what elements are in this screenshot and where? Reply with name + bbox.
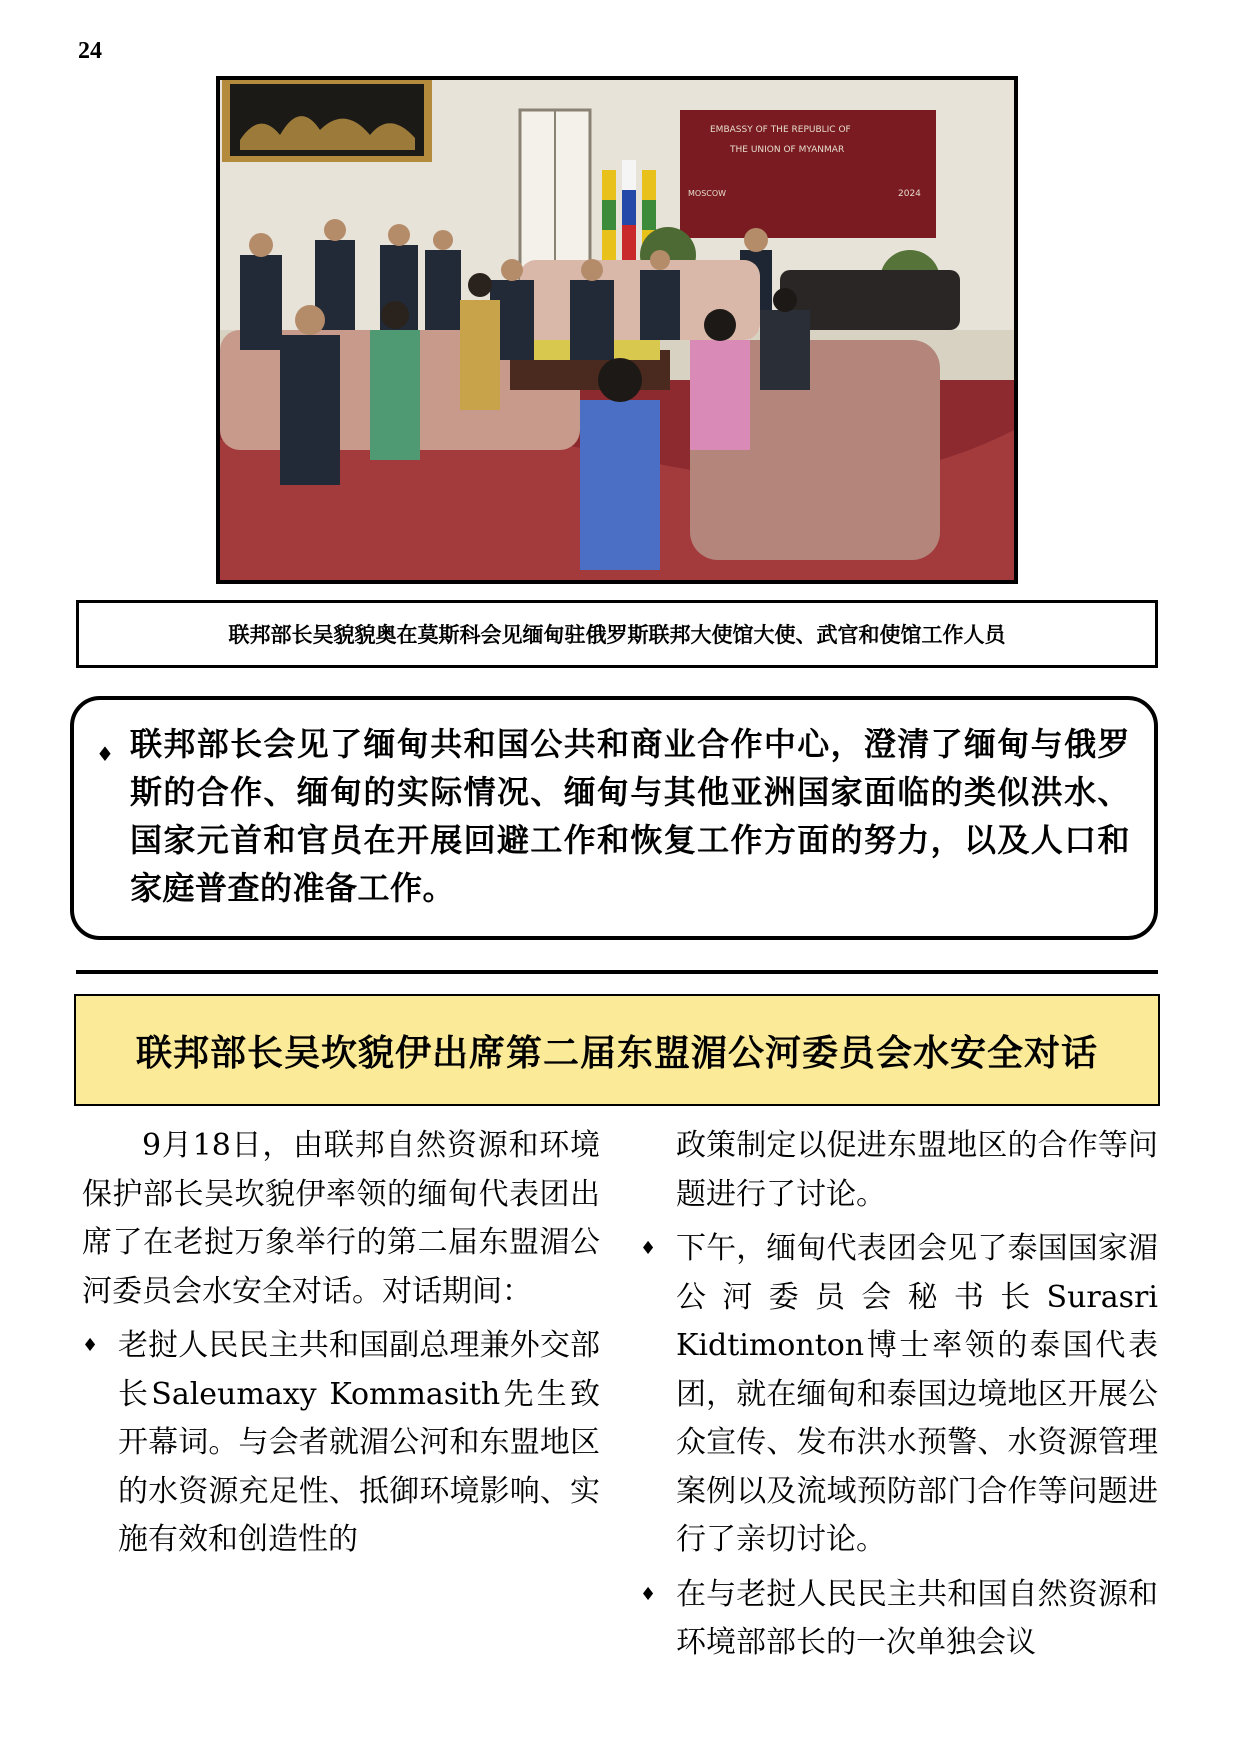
seated-person: [370, 330, 420, 460]
section-divider: [76, 970, 1158, 974]
article-bullet-1-text: 老挝人民民主共和国副总理兼外交部长Saleumaxy Kommasith先生致开幕词。与会者就湄公河和东盟地区的水资源充足性、抵御环境影响、实施有效和创造性的: [118, 1328, 600, 1557]
article-bullet-1-continued: 政策制定以促进东盟地区的合作等问题进行了讨论。: [676, 1128, 1158, 1212]
article-column-right: [640, 1122, 1158, 1668]
seated-person: [280, 335, 340, 485]
article-column-left: [82, 1122, 600, 1565]
sign-line-2: THE UNION OF MYANMAR: [730, 145, 845, 155]
meeting-photo-illustration: [220, 80, 1014, 580]
diamond-bullet-icon: ♦: [640, 1238, 657, 1259]
article-bullet-2-text: 下午，缅甸代表团会见了泰国国家湄公河委员会秘书长Surasri Kidtimonton博士率领的泰国代表团，就在缅甸和泰国边境地区开展公众宣传、发布洪水预警、水资源管理案例以及流域预防部门合作等问题进行了亲切讨论。: [676, 1231, 1158, 1557]
seated-person: [460, 300, 500, 410]
sign-year: 2024: [898, 189, 921, 199]
diamond-bullet-icon: ♦: [96, 742, 114, 766]
seated-person: [570, 280, 614, 360]
article-bullet-3-text: 在与老挝人民民主共和国自然资源和环境部部长的一次单独会议: [676, 1576, 1158, 1660]
summary-box: [70, 696, 1158, 940]
summary-text: 联邦部长会见了缅甸共和国公共和商业合作中心，澄清了缅甸与俄罗斯的合作、缅甸的实际情况、缅甸与其他亚洲国家面临的类似洪水、国家元首和官员在开展回避工作和恢复工作方面的努力，以及人口和家庭普查的准备工作。: [130, 725, 1130, 907]
seated-person: [760, 310, 810, 390]
seated-person: [425, 250, 461, 330]
article-bullet-2: [640, 1225, 1158, 1565]
photo-caption: 联邦部长吴貌貌奥在莫斯科会见缅甸驻俄罗斯联邦大使馆大使、武官和使馆工作人员: [76, 600, 1158, 668]
seated-person: [640, 270, 680, 340]
article-headline: 联邦部长吴坎貌伊出席第二届东盟湄公河委员会水安全对话: [74, 994, 1160, 1106]
seated-person: [580, 400, 660, 570]
meeting-photo: [216, 76, 1018, 584]
seated-person: [240, 255, 282, 350]
diamond-bullet-icon: ♦: [640, 1583, 657, 1605]
article-bullet-3: [640, 1571, 1158, 1668]
article-intro: 9月18日，由联邦自然资源和环境保护部长吴坎貌伊率领的缅甸代表团出席了在老挝万象举行的第二届东盟湄公河委员会水安全对话。对话期间：: [82, 1128, 600, 1309]
seated-person: [690, 340, 750, 450]
sign-city: MOSCOW: [688, 189, 727, 198]
page-number: 24: [78, 38, 102, 64]
article-bullet-1: [82, 1322, 600, 1565]
diamond-bullet-icon: ♦: [82, 1335, 99, 1356]
sign-line-1: EMBASSY OF THE REPUBLIC OF: [710, 125, 851, 135]
